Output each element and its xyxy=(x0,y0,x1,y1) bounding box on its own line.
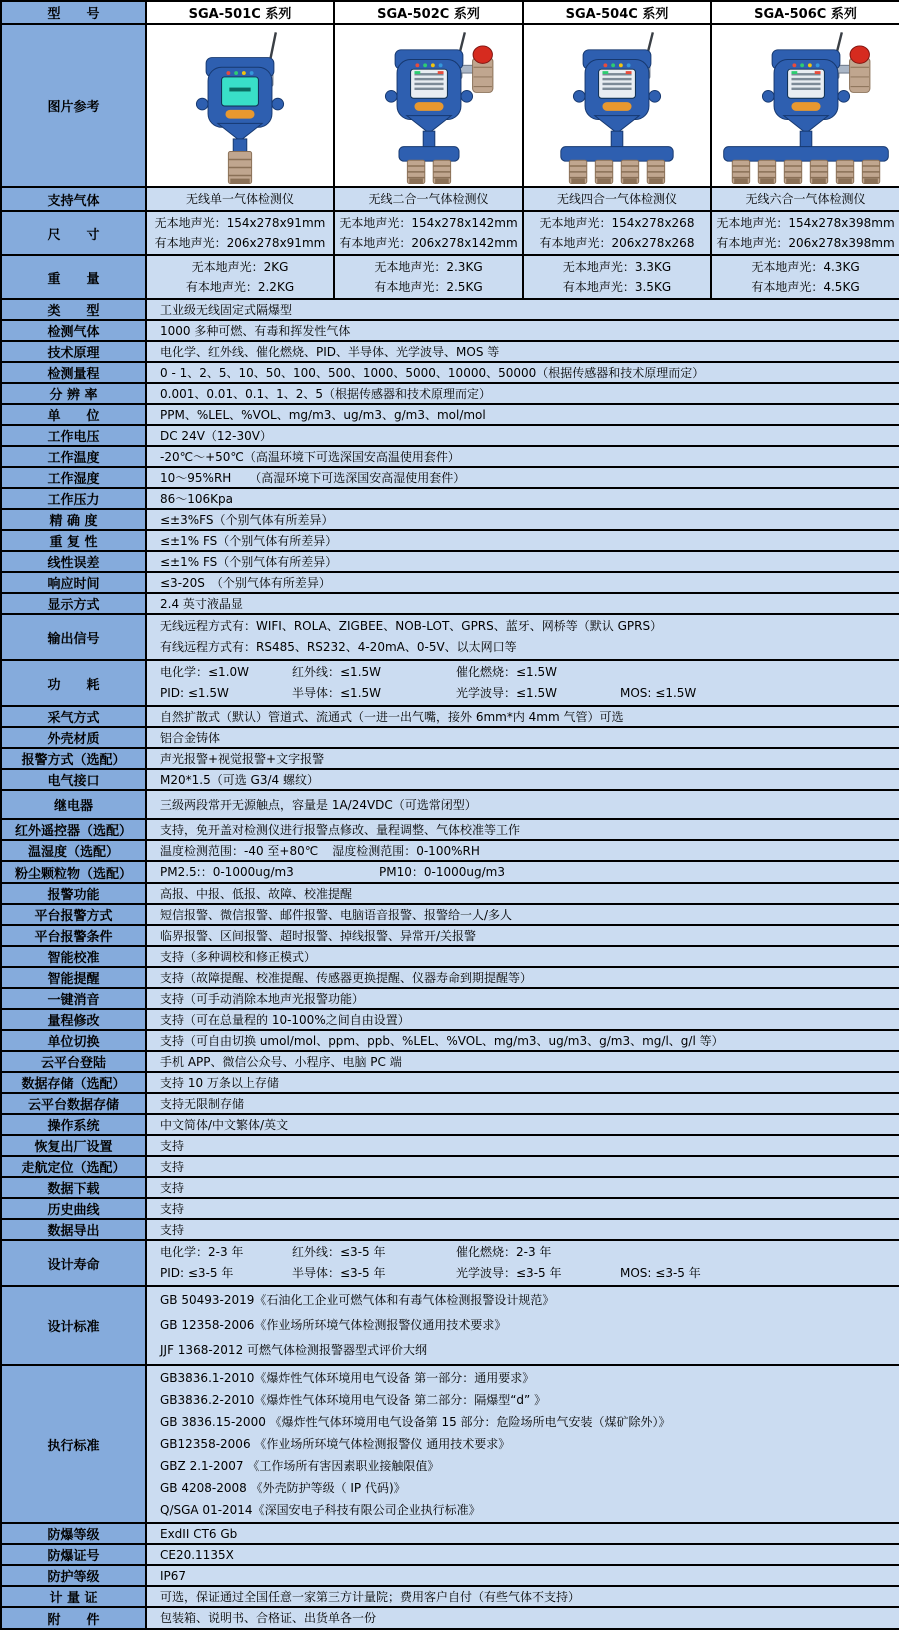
spec-row xyxy=(1,362,899,383)
weight-row-cell xyxy=(334,255,523,299)
spec-line: 支持（可自由切换 umol/mol、ppm、ppb、%LEL、%VOL、mg/m3、ug/m3、g/m3、mg/l、g/l 等） xyxy=(160,1033,724,1048)
spec-row xyxy=(1,425,899,446)
spec-segment: 半导体：≤3-5 年 xyxy=(292,1266,386,1280)
spec-line: 可选，保证通过全国任意一家第三方计量院；费用客户自付（有些气体不支持） xyxy=(160,1589,581,1604)
row-label: 智能提醒 xyxy=(1,967,146,988)
row-label: 智能校准 xyxy=(1,946,146,967)
spec-value xyxy=(146,967,899,988)
spec-line: GB3836.1-2010《爆炸性气体环境用电气设备 第一部分：通用要求》 xyxy=(160,1371,535,1385)
spec-line: 支持 xyxy=(160,1138,185,1153)
row-label: 操作系统 xyxy=(1,1114,146,1135)
weight-row-line: 有本地声光：4.5KG xyxy=(751,280,860,294)
spec-row xyxy=(1,988,899,1009)
spec-line: 支持 xyxy=(160,1159,185,1174)
weight-row-line: 无本地声光：4.3KG xyxy=(751,260,860,274)
row-label: 数据存储（选配） xyxy=(1,1072,146,1093)
dimensions-row-line: 无本地声光：154x278x268 xyxy=(539,216,695,230)
gas-type-cell: 无线四合一气体检测仪 xyxy=(523,187,711,211)
spec-line: 0.001、0.01、0.1、1、2、5（根据传感器和技术原理而定） xyxy=(160,386,492,401)
row-label: 量程修改 xyxy=(1,1009,146,1030)
spec-line: 支持 xyxy=(160,1222,185,1237)
spec-line xyxy=(160,683,893,704)
spec-value xyxy=(146,572,899,593)
spec-line: ≤±3%FS（个别气体有所差异） xyxy=(160,512,334,527)
spec-value xyxy=(146,883,899,904)
spec-row xyxy=(1,883,899,904)
spec-value xyxy=(146,446,899,467)
row-label: 数据导出 xyxy=(1,1219,146,1240)
product-image-sga-501c xyxy=(146,24,334,187)
spec-line: 中文简体/中文繁体/英文 xyxy=(160,1117,289,1132)
spec-value xyxy=(146,1544,899,1565)
spec-segment: PM10：0-1000ug/m3 xyxy=(379,865,505,879)
spec-line: PPM、%LEL、%VOL、mg/m3、ug/m3、g/m3、mol/mol xyxy=(160,407,486,422)
spec-value xyxy=(146,1565,899,1586)
row-label: 走航定位（选配） xyxy=(1,1156,146,1177)
dimensions-row-cell xyxy=(523,211,711,255)
spec-line: -20℃～+50℃（高温环境下可选深国安高温使用套件） xyxy=(160,449,460,464)
dimensions-row-line: 无本地声光：154x278x91mm xyxy=(154,216,326,230)
spec-line: 支持（故障提醒、校准提醒、传感器更换提醒、仪器寿命到期提醒等） xyxy=(160,970,533,985)
row-label: 重 量 xyxy=(1,255,146,299)
spec-line: 三级两段常开无源触点，容量是 1A/24VDC（可选常闭型） xyxy=(160,797,477,812)
spec-value xyxy=(146,1198,899,1219)
gas-type-cell: 无线单一气体检测仪 xyxy=(146,187,334,211)
spec-line xyxy=(160,1242,893,1263)
spec-row xyxy=(1,660,899,706)
spec-row xyxy=(1,467,899,488)
spec-row xyxy=(1,1365,899,1523)
weight-row-cell xyxy=(523,255,711,299)
spec-row xyxy=(1,1156,899,1177)
spec-row xyxy=(1,614,899,660)
spec-line: 支持，免开盖对检测仪进行报警点修改、量程调整、气体校准等工作 xyxy=(160,822,521,837)
row-label: 历史曲线 xyxy=(1,1198,146,1219)
spec-row xyxy=(1,320,899,341)
dimensions-row-line: 有本地声光：206x278x142mm xyxy=(339,236,518,250)
spec-segment: MOS: ≤3-5 年 xyxy=(620,1266,701,1280)
row-label: 设计寿命 xyxy=(1,1240,146,1286)
row-label: 显示方式 xyxy=(1,593,146,614)
spec-segment: 温度检测范围：-40 至+80℃ xyxy=(160,843,319,858)
row-label: 执行标准 xyxy=(1,1365,146,1523)
spec-value xyxy=(146,988,899,1009)
spec-value xyxy=(146,320,899,341)
spec-line: 支持无限制存储 xyxy=(160,1096,245,1111)
spec-line: JJF 1368-2012 可燃气体检测报警器型式评价大纲 xyxy=(160,1343,428,1357)
spec-row xyxy=(1,904,899,925)
dimensions-row-line: 有本地声光：206x278x91mm xyxy=(154,236,326,250)
spec-row xyxy=(1,1607,899,1629)
spec-line: CE20.1135X xyxy=(160,1547,234,1562)
row-label: 分 辨 率 xyxy=(1,383,146,404)
spec-value xyxy=(146,467,899,488)
spec-value xyxy=(146,614,899,660)
spec-segment: 电化学：≤1.0W xyxy=(160,665,250,679)
spec-row xyxy=(1,840,899,861)
spec-line: 86～106Kpa xyxy=(160,491,234,506)
spec-value xyxy=(146,660,899,706)
row-label: 检测量程 xyxy=(1,362,146,383)
gas-type-cell: 无线二合一气体检测仪 xyxy=(334,187,523,211)
spec-row xyxy=(1,446,899,467)
spec-value xyxy=(146,1156,899,1177)
dimensions-row-line: 有本地声光：206x278x268 xyxy=(539,236,695,250)
spec-segment: PM2.5:：0-1000ug/m3 xyxy=(160,865,294,879)
row-label: 温湿度（选配） xyxy=(1,840,146,861)
spec-segment: 红外线：≤1.5W xyxy=(292,665,382,679)
weight-row-line: 有本地声光：2.2KG xyxy=(185,280,295,294)
spec-value xyxy=(146,748,899,769)
spec-segment: 光学波导：≤1.5W xyxy=(456,686,558,700)
spec-segment: MOS: ≤1.5W xyxy=(620,686,697,700)
spec-value xyxy=(146,509,899,530)
spec-segment: 半导体：≤1.5W xyxy=(292,686,382,700)
spec-row xyxy=(1,299,899,320)
spec-segment: 红外线：≤3-5 年 xyxy=(292,1245,386,1259)
spec-value xyxy=(146,840,899,861)
spec-line: ≤±1% FS（个别气体有所差异） xyxy=(160,554,338,569)
spec-value xyxy=(146,1177,899,1198)
dimensions-row-line: 有本地声光：206x278x398mm xyxy=(716,236,895,250)
spec-line: 声光报警+视觉报警+文字报警 xyxy=(160,751,325,766)
spec-line: 铝合金铸体 xyxy=(160,730,221,745)
spec-value xyxy=(146,1219,899,1240)
weight-row-cell xyxy=(711,255,899,299)
spec-value xyxy=(146,790,899,819)
spec-line xyxy=(160,662,893,683)
row-label: 单 位 xyxy=(1,404,146,425)
spec-line: IP67 xyxy=(160,1568,187,1583)
gas-type-cell: 无线六合一气体检测仪 xyxy=(711,187,899,211)
row-label: 输出信号 xyxy=(1,614,146,660)
row-label: 线性误差 xyxy=(1,551,146,572)
spec-row xyxy=(1,967,899,988)
row-label: 外壳材质 xyxy=(1,727,146,748)
spec-segment: 催化燃烧：2-3 年 xyxy=(456,1245,552,1259)
row-label: 设计标准 xyxy=(1,1286,146,1365)
spec-value xyxy=(146,1030,899,1051)
spec-value xyxy=(146,1009,899,1030)
spec-value xyxy=(146,1286,899,1365)
spec-row xyxy=(1,861,899,883)
spec-value xyxy=(146,404,899,425)
weight-row-line: 无本地声光：3.3KG xyxy=(562,260,672,274)
spec-line: 无线远程方式有：WIFI、ROLA、ZIGBEE、NOB-LOT、GPRS、蓝牙、网桥等（默认 GPRS） xyxy=(160,619,663,633)
row-label: 检测气体 xyxy=(1,320,146,341)
spec-value xyxy=(146,904,899,925)
spec-row xyxy=(1,1051,899,1072)
spec-value xyxy=(146,551,899,572)
spec-value xyxy=(146,1365,899,1523)
spec-line: GB 3836.15-2000 《爆炸性气体环境用电气设备第 15 部分：危险场所电气安装（煤矿除外）》 xyxy=(160,1415,671,1429)
spec-value xyxy=(146,925,899,946)
spec-value xyxy=(146,706,899,727)
model-header-3: SGA-504C 系列 xyxy=(523,1,711,24)
header-row xyxy=(1,1,899,24)
row-label: 防护等级 xyxy=(1,1565,146,1586)
product-image-sga-502c xyxy=(334,24,523,187)
spec-row xyxy=(1,488,899,509)
spec-value xyxy=(146,946,899,967)
spec-row xyxy=(1,1135,899,1156)
row-label: 尺 寸 xyxy=(1,211,146,255)
row-label: 粉尘颗粒物（选配） xyxy=(1,861,146,883)
spec-value xyxy=(146,593,899,614)
row-label: 恢复出厂设置 xyxy=(1,1135,146,1156)
weight-row-line: 有本地声光：2.5KG xyxy=(374,280,483,294)
spec-line: GBZ 2.1-2007 《工作场所有害因素职业接触限值》 xyxy=(160,1459,440,1473)
spec-row xyxy=(1,572,899,593)
supported-gas-row xyxy=(1,187,899,211)
spec-row xyxy=(1,819,899,840)
spec-row xyxy=(1,383,899,404)
spec-value xyxy=(146,1114,899,1135)
spec-value xyxy=(146,1607,899,1629)
spec-line: Q/SGA 01-2014《深国安电子科技有限公司企业执行标准》 xyxy=(160,1503,481,1517)
row-label: 红外遥控器（选配） xyxy=(1,819,146,840)
spec-line: ≤3-20S （个别气体有所差异） xyxy=(160,575,331,590)
spec-value xyxy=(146,1240,899,1286)
spec-value xyxy=(146,425,899,446)
row-label: 报警方式（选配） xyxy=(1,748,146,769)
spec-segment: 电化学：2-3 年 xyxy=(160,1245,244,1259)
spec-line: 支持 xyxy=(160,1180,185,1195)
row-label: 云平台登陆 xyxy=(1,1051,146,1072)
spec-line: 支持 10 万条以上存储 xyxy=(160,1075,279,1090)
spec-value xyxy=(146,362,899,383)
spec-value xyxy=(146,530,899,551)
spec-row xyxy=(1,1286,899,1365)
spec-line xyxy=(160,1263,893,1284)
spec-value xyxy=(146,341,899,362)
spec-row xyxy=(1,341,899,362)
spec-row xyxy=(1,1544,899,1565)
image-row-label: 图片参考 xyxy=(1,24,146,187)
spec-value xyxy=(146,383,899,404)
row-label: 报警功能 xyxy=(1,883,146,904)
spec-row xyxy=(1,1565,899,1586)
spec-value xyxy=(146,769,899,790)
spec-line: 支持（可手动消除本地声光报警功能） xyxy=(160,991,365,1006)
spec-value xyxy=(146,1072,899,1093)
spec-row xyxy=(1,404,899,425)
spec-value xyxy=(146,727,899,748)
row-label: 类 型 xyxy=(1,299,146,320)
spec-line: 包装箱、说明书、合格证、出货单各一份 xyxy=(160,1611,377,1625)
row-label: 继电器 xyxy=(1,790,146,819)
spec-row xyxy=(1,530,899,551)
spec-row xyxy=(1,551,899,572)
spec-row xyxy=(1,593,899,614)
row-label: 功 耗 xyxy=(1,660,146,706)
spec-line: GB 12358-2006《作业场所环境气体检测报警仪通用技术要求》 xyxy=(160,1318,507,1332)
spec-line: 0 - 1、2、5、10、50、100、500、1000、5000、10000、50000（根据传感器和技术原理而定） xyxy=(160,365,705,380)
product-image-sga-504c xyxy=(523,24,711,187)
spec-row xyxy=(1,1009,899,1030)
spec-line: 工业级无线固定式隔爆型 xyxy=(160,302,293,317)
row-label: 技术原理 xyxy=(1,341,146,362)
row-label: 采气方式 xyxy=(1,706,146,727)
spec-value xyxy=(146,1051,899,1072)
image-row xyxy=(1,24,899,187)
row-label: 平台报警方式 xyxy=(1,904,146,925)
row-label: 支持气体 xyxy=(1,187,146,211)
spec-line: 临界报警、区间报警、超时报警、掉线报警、异常开/关报警 xyxy=(160,928,477,943)
spec-row xyxy=(1,1114,899,1135)
spec-segment: 湿度检测范围：0-100%RH xyxy=(332,843,480,858)
spec-row xyxy=(1,1093,899,1114)
spec-line: 支持（多种调校和修正模式） xyxy=(160,949,317,964)
spec-row xyxy=(1,1523,899,1544)
spec-line: 手机 APP、微信公众号、小程序、电脑 PC 端 xyxy=(160,1054,402,1069)
spec-line: GB12358-2006 《作业场所环境气体检测报警仪 通用技术要求》 xyxy=(160,1437,511,1451)
spec-line: GB 4208-2008 《外壳防护等级（ IP 代码)》 xyxy=(160,1481,406,1495)
spec-line: ExdII CT6 Gb xyxy=(160,1526,238,1541)
row-label: 精 确 度 xyxy=(1,509,146,530)
row-label: 工作湿度 xyxy=(1,467,146,488)
spec-row xyxy=(1,748,899,769)
spec-segment: 光学波导：≤3-5 年 xyxy=(456,1266,562,1280)
spec-line: GB3836.2-2010《爆炸性气体环境用电气设备 第二部分：隔爆型“d” 》 xyxy=(160,1393,547,1407)
row-label: 单位切换 xyxy=(1,1030,146,1051)
row-label: 工作压力 xyxy=(1,488,146,509)
row-label: 附 件 xyxy=(1,1607,146,1629)
spec-line: 支持（可在总量程的 10-100%之间自由设置） xyxy=(160,1012,410,1027)
spec-row xyxy=(1,1198,899,1219)
weight-row-line: 无本地声光：2.3KG xyxy=(374,260,483,274)
spec-line xyxy=(160,843,893,859)
spec-row xyxy=(1,1240,899,1286)
spec-line: GB 50493-2019《石油化工企业可燃气体和有毒气体检测报警设计规范》 xyxy=(160,1293,555,1307)
spec-row xyxy=(1,925,899,946)
weight-row xyxy=(1,255,899,299)
model-header-1: SGA-501C 系列 xyxy=(146,1,334,24)
spec-value xyxy=(146,299,899,320)
spec-segment: PID: ≤3-5 年 xyxy=(160,1266,234,1280)
row-label: 工作温度 xyxy=(1,446,146,467)
spec-row xyxy=(1,769,899,790)
row-label: 一键消音 xyxy=(1,988,146,1009)
dimensions-row-line: 无本地声光：154x278x142mm xyxy=(339,216,518,230)
spec-line: 10～95%RH （高湿环境下可选深国安高湿使用套件） xyxy=(160,470,466,485)
dimensions-row-cell xyxy=(711,211,899,255)
spec-line: 电化学、红外线、催化燃烧、PID、半导体、光学波导、MOS 等 xyxy=(160,344,500,359)
spec-row xyxy=(1,1219,899,1240)
row-label: 云平台数据存储 xyxy=(1,1093,146,1114)
dimensions-row-line: 无本地声光：154x278x398mm xyxy=(716,216,895,230)
spec-value xyxy=(146,1523,899,1544)
spec-line: 支持 xyxy=(160,1201,185,1216)
row-label: 平台报警条件 xyxy=(1,925,146,946)
spec-line: 1000 多种可燃、有毒和挥发性气体 xyxy=(160,323,351,338)
spec-value xyxy=(146,1093,899,1114)
spec-line xyxy=(160,864,893,880)
spec-row xyxy=(1,1030,899,1051)
dimensions-row-cell xyxy=(334,211,523,255)
spec-row xyxy=(1,1177,899,1198)
spec-line: 自然扩散式（默认）管道式、流通式（一进一出气嘴，接外 6mm*内 4mm 气管）可选 xyxy=(160,709,624,724)
dimensions-row xyxy=(1,211,899,255)
product-image-sga-506c xyxy=(711,24,899,187)
weight-row-line: 有本地声光：3.5KG xyxy=(562,280,672,294)
spec-line: 短信报警、微信报警、邮件报警、电脑语音报警、报警给一人/多人 xyxy=(160,907,513,922)
weight-row-cell xyxy=(146,255,334,299)
row-label: 计 量 证 xyxy=(1,1586,146,1607)
model-header-2: SGA-502C 系列 xyxy=(334,1,523,24)
spec-value xyxy=(146,1135,899,1156)
row-label: 防爆证号 xyxy=(1,1544,146,1565)
spec-line: 有线远程方式有：RS485、RS232、4-20mA、0-5V、以太网口等 xyxy=(160,640,517,654)
weight-row-line: 无本地声光：2KG xyxy=(191,260,289,274)
dimensions-row-cell xyxy=(146,211,334,255)
spec-value xyxy=(146,819,899,840)
spec-row xyxy=(1,706,899,727)
model-header-4: SGA-506C 系列 xyxy=(711,1,899,24)
spec-segment: PID: ≤1.5W xyxy=(160,686,229,700)
spec-value xyxy=(146,861,899,883)
spec-line: 高报、中报、低报、故障、校准提醒 xyxy=(160,886,353,901)
row-label: 重 复 性 xyxy=(1,530,146,551)
spec-row xyxy=(1,509,899,530)
spec-row xyxy=(1,790,899,819)
model-header-label: 型 号 xyxy=(1,1,146,24)
spec-row xyxy=(1,946,899,967)
spec-value xyxy=(146,488,899,509)
row-label: 电气接口 xyxy=(1,769,146,790)
spec-row xyxy=(1,1072,899,1093)
spec-line: ≤±1% FS（个别气体有所差异） xyxy=(160,533,338,548)
spec-line: 2.4 英寸液晶显 xyxy=(160,596,243,611)
row-label: 防爆等级 xyxy=(1,1523,146,1544)
row-label: 工作电压 xyxy=(1,425,146,446)
row-label: 数据下载 xyxy=(1,1177,146,1198)
spec-line: M20*1.5（可选 G3/4 螺纹） xyxy=(160,772,319,787)
spec-line: DC 24V（12-30V） xyxy=(160,428,272,443)
row-label: 响应时间 xyxy=(1,572,146,593)
spec-row xyxy=(1,727,899,748)
spec-segment: 催化燃烧：≤1.5W xyxy=(456,665,558,679)
